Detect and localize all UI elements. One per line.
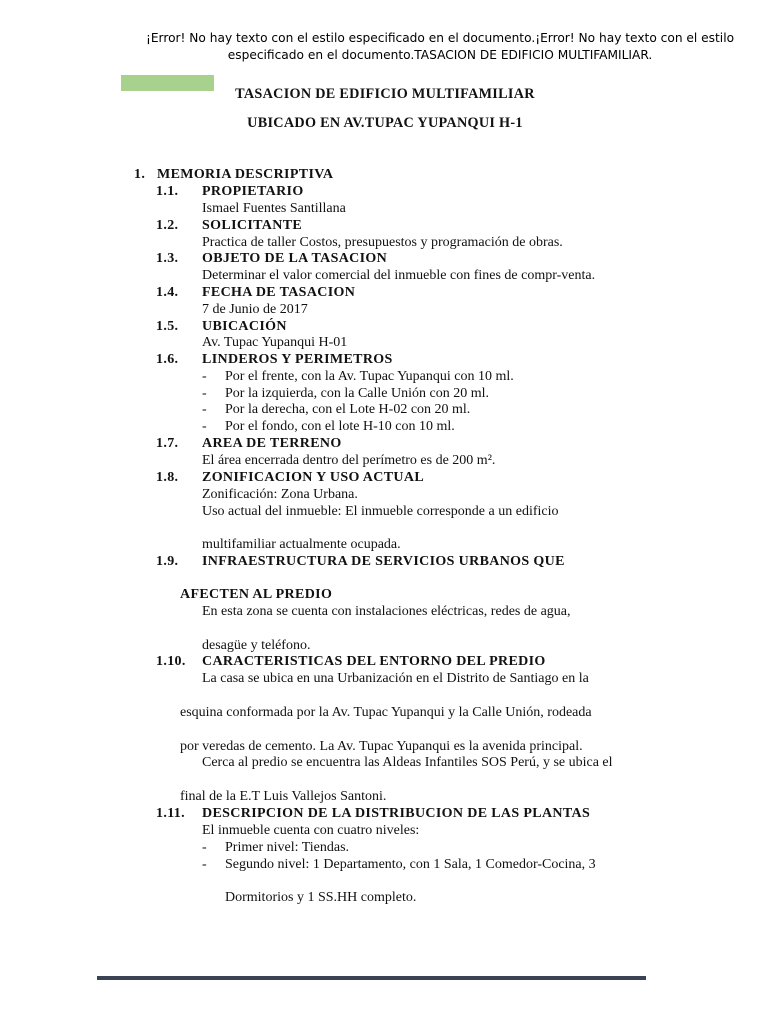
subsection-title: AREA DE TERRENO (202, 436, 342, 451)
subsection-title: DESCRIPCION DE LA DISTRIBUCION DE LAS PLANTAS (202, 806, 591, 821)
subsection-number: 1.6. (156, 352, 179, 367)
section-heading (134, 166, 333, 183)
objeto-text: Determinar el valor comercial del inmueble con fines de compr-venta. (202, 268, 596, 283)
bullet-dash: - (202, 386, 207, 401)
zonificacion-text: Zonificación: Zona Urbana. (202, 487, 358, 502)
subsection-heading-1-5 (156, 318, 287, 335)
header-line-2: especificado en el documento.TASACION DE EDIFICIO MULTIFAMILIAR. (227, 48, 653, 62)
list-item (202, 385, 489, 402)
subsection-number: 1.3. (156, 251, 179, 266)
subsection-heading-1-4 (156, 284, 355, 301)
list-item-text: Segundo nivel: 1 Departamento, con 1 Sala, 1 Comedor-Cocina, 3 (225, 857, 596, 872)
subsection-heading-1-11 (156, 805, 590, 822)
fecha-text: 7 de Junio de 2017 (202, 302, 308, 317)
document-title: TASACION DE EDIFICIO MULTIFAMILIAR (235, 86, 535, 102)
ubicacion-text: Av. Tupac Yupanqui H-01 (202, 335, 348, 350)
subsection-title: INFRAESTRUCTURA DE SERVICIOS URBANOS QUE (202, 554, 565, 569)
area-text: El área encerrada dentro del perímetro es de 200 m². (202, 453, 496, 468)
bullet-dash: - (202, 369, 207, 384)
subsection-number: 1.2. (156, 218, 179, 233)
subsection-title: CARACTERISTICAS DEL ENTORNO DEL PREDIO (202, 654, 546, 669)
list-item (202, 418, 455, 435)
list-item-text: Por el frente, con la Av. Tupac Yupanqui con 10 ml. (225, 369, 514, 384)
subsection-number: 1.1. (156, 184, 179, 199)
list-item (202, 839, 349, 856)
subsection-number: 1.9. (156, 554, 179, 569)
entorno-text-4: Cerca al predio se encuentra las Aldeas Infantiles SOS Perú, y se ubica el (202, 755, 613, 770)
list-item (202, 368, 514, 385)
subsection-heading-1-10 (156, 653, 546, 670)
subsection-title: FECHA DE TASACION (202, 285, 356, 300)
page-header (140, 30, 740, 64)
subsection-heading-1-1 (156, 183, 304, 200)
subsection-title: OBJETO DE LA TASACION (202, 251, 388, 266)
list-item-text-cont: Dormitorios y 1 SS.HH completo. (225, 890, 417, 905)
bullet-dash: - (202, 857, 207, 872)
subsection-heading-1-8 (156, 469, 424, 486)
list-item-text: Por el fondo, con el lote H-10 con 10 ml. (225, 419, 455, 434)
section-number: 1. (134, 167, 146, 182)
subsection-number: 1.11. (156, 806, 185, 821)
subsection-heading-1-2 (156, 217, 302, 234)
list-item (202, 401, 470, 418)
solicitante-text: Practica de taller Costos, presupuestos y programación de obras. (202, 235, 563, 250)
infraestructura-text: En esta zona se cuenta con instalaciones eléctricas, redes de agua, (202, 604, 571, 619)
bullet-dash: - (202, 840, 207, 855)
header-line-1: ¡Error! No hay texto con el estilo especificado en el documento.¡Error! No hay texto con el estilo (145, 31, 735, 45)
entorno-text-5: final de la E.T Luis Vallejos Santoni. (180, 789, 387, 804)
subsection-heading-1-7 (156, 435, 342, 452)
document-subtitle: UBICADO EN AV.TUPAC YUPANQUI H-1 (247, 115, 523, 131)
subsection-heading-1-6 (156, 351, 393, 368)
list-item-text: Por la derecha, con el Lote H-02 con 20 ml. (225, 402, 471, 417)
subsection-number: 1.5. (156, 319, 179, 334)
list-item (202, 856, 596, 873)
subsection-number: 1.10. (156, 654, 186, 669)
subsection-title: ZONIFICACION Y USO ACTUAL (202, 470, 425, 485)
footer-divider (97, 976, 646, 980)
subsection-title: UBICACIÓN (202, 319, 287, 334)
bullet-dash: - (202, 419, 207, 434)
subsection-title: PROPIETARIO (202, 184, 304, 199)
uso-actual-text: Uso actual del inmueble: El inmueble corresponde a un edificio (202, 504, 559, 519)
infraestructura-text-cont: desagüe y teléfono. (202, 638, 311, 653)
entorno-text-3: por veredas de cemento. La Av. Tupac Yupanqui es la avenida principal. (180, 739, 583, 754)
list-item-text: Primer nivel: Tiendas. (225, 840, 350, 855)
section-title: MEMORIA DESCRIPTIVA (157, 167, 334, 182)
bullet-dash: - (202, 402, 207, 417)
subsection-title: LINDEROS Y PERIMETROS (202, 352, 393, 367)
subsection-number: 1.4. (156, 285, 179, 300)
uso-actual-text-cont: multifamiliar actualmente ocupada. (202, 537, 401, 552)
distribucion-text: El inmueble cuenta con cuatro niveles: (202, 823, 420, 838)
propietario-text: Ismael Fuentes Santillana (202, 201, 346, 216)
subsection-title: SOLICITANTE (202, 218, 303, 233)
entorno-text-2: esquina conformada por la Av. Tupac Yupanqui y la Calle Unión, rodeada (180, 705, 592, 720)
subsection-number: 1.8. (156, 470, 179, 485)
subsection-heading-1-9 (156, 553, 565, 570)
list-item-text: Por la izquierda, con la Calle Unión con 20 ml. (225, 386, 489, 401)
entorno-text-1: La casa se ubica en una Urbanización en el Distrito de Santiago en la (202, 671, 589, 686)
subsection-number: 1.7. (156, 436, 179, 451)
subsection-title-cont: AFECTEN AL PREDIO (180, 587, 333, 602)
subsection-heading-1-3 (156, 250, 387, 267)
